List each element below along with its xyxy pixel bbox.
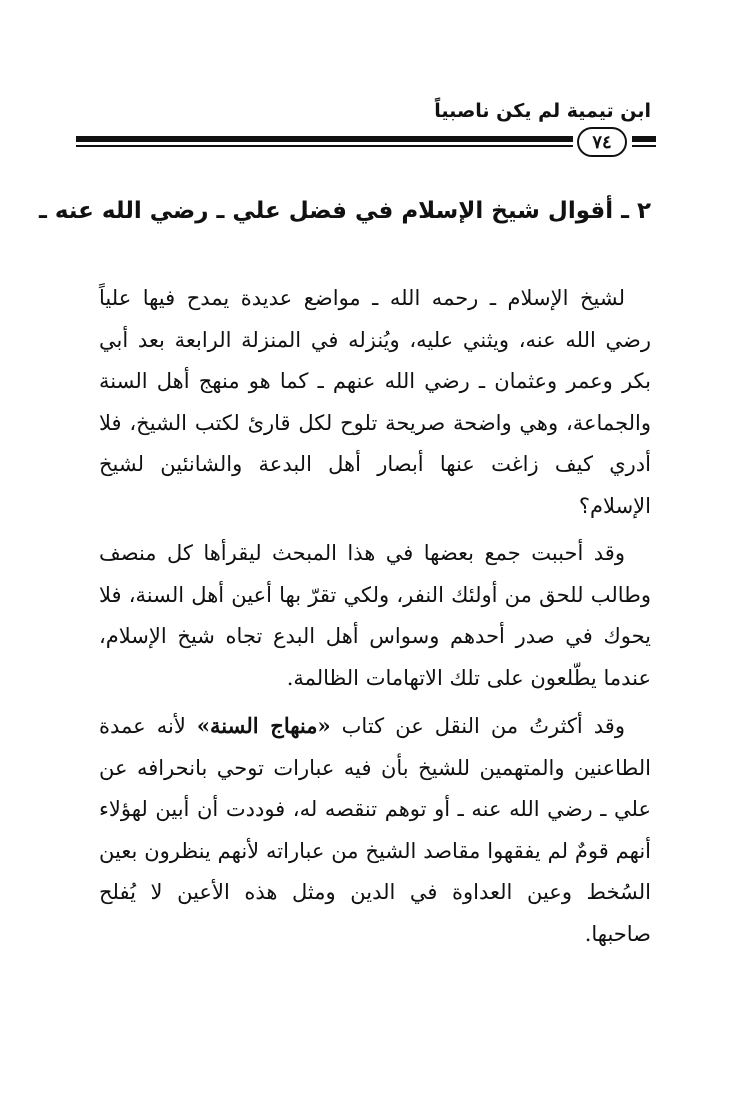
page-number: ٧٤ [577,127,627,157]
section-heading: ٢ ـ أقوال شيخ الإسلام في فضل علي ـ رضي الله عنه ـ [38,198,651,224]
book-title-reference: «منهاج السنة» [196,713,331,738]
paragraph-3 [99,705,651,955]
running-title: ابن تيمية لم يكن ناصبياً [434,100,651,122]
header-rule-right-thick [632,136,656,142]
paragraph-1: لشيخ الإسلام ـ رحمه الله ـ مواضع عديدة يمدح فيها علياً رضي الله عنه، ويثني عليه، ويُنزله في المنزلة الرابعة بعد أبي بكر وعمر وعثمان ـ رضي الله عنهم ـ كما هو منهج أهل السنة والجماعة، وهي واضحة صريحة تلوح لكل قارئ لكتب الشيخ، فلا أدري كيف زاغت عنها أبصار أهل البدعة والشانئين لشيخ الإسلام؟ [99,286,651,518]
header-rule-right-thin [632,145,656,147]
paragraph-2: وقد أحببت جمع بعضها في هذا المبحث ليقرأها كل منصف وطالب للحق من أولئك النفر، ولكي تقرّ بها أعين أهل السنة، فلا يحوك في صدر أحدهم وسواس أهل البدع تجاه شيخ الإسلام، عندما يطّلعون على تلك الاتهامات الظالمة. [99,541,651,690]
header-rule-thick [76,136,573,142]
paragraph-3-start: وقد أكثرتُ من النقل عن كتاب [330,714,625,738]
header-rule-thin [76,145,573,147]
body-text [99,278,651,955]
paragraph-3-end: لأنه عمدة الطاعنين والمتهمين للشيخ بأن فيه عبارات توحي بانحرافه عن علي ـ رضي الله عنه ـ أو توهم تنقصه له، فوددت أن أبين لهؤلاء أنهم قومٌ لم يفقهوا مقاصد الشيخ من عباراته لأنهم ينظرون بعين السُخط وعين العداوة في الدين ومثل هذه الأعين لا يُفلح صاحبها. [99,714,651,946]
